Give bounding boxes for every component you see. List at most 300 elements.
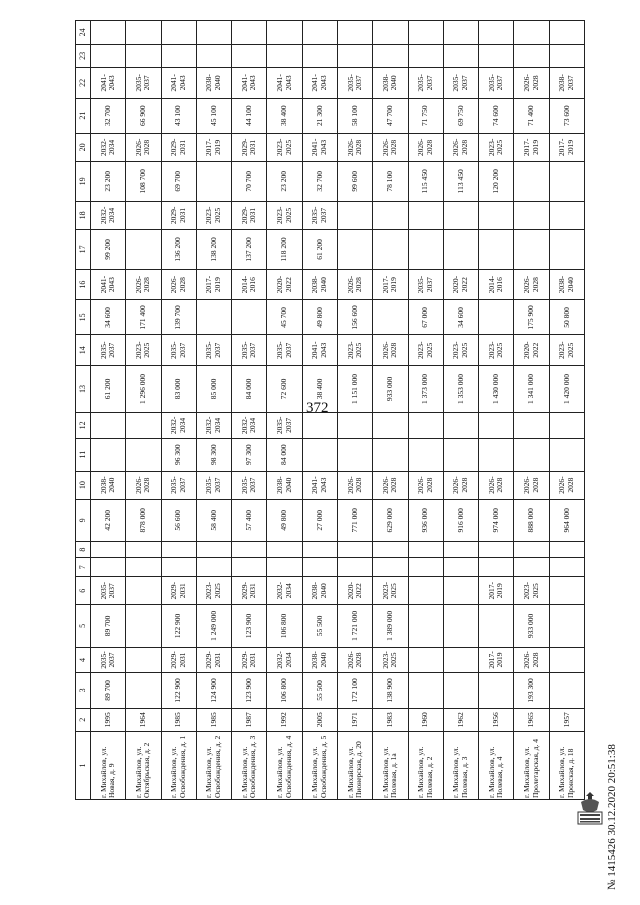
table-cell: 2035-2037 bbox=[196, 335, 231, 366]
table-cell: 55 500 bbox=[302, 605, 337, 647]
table-cell: 71 400 bbox=[514, 98, 549, 133]
table-cell: 1985 bbox=[196, 708, 231, 731]
table-cell bbox=[161, 21, 196, 45]
table-cell: 2038-2040 bbox=[373, 68, 408, 99]
table-cell: 916 000 bbox=[443, 499, 478, 541]
table-cell: 2017-2019 bbox=[479, 577, 514, 605]
address-cell: г. Михайлов, ул. Пионерская, д. 20 bbox=[337, 731, 372, 799]
table-row bbox=[267, 21, 302, 800]
table-cell: 123 900 bbox=[232, 673, 267, 708]
table-cell: 47 700 bbox=[373, 98, 408, 133]
table-cell: 23 200 bbox=[91, 161, 126, 201]
table-cell bbox=[91, 438, 126, 471]
table-cell: 84 000 bbox=[232, 366, 267, 413]
table-cell bbox=[91, 412, 126, 438]
table-cell: 66 900 bbox=[126, 98, 161, 133]
table-cell: 2023-2025 bbox=[267, 133, 302, 161]
table-row bbox=[196, 21, 231, 800]
table-cell: 139 700 bbox=[161, 300, 196, 335]
table-cell bbox=[408, 438, 443, 471]
table-cell bbox=[91, 44, 126, 67]
table-cell: 27 000 bbox=[302, 499, 337, 541]
table-cell: 2032-2034 bbox=[267, 577, 302, 605]
table-cell: 2035-2037 bbox=[91, 335, 126, 366]
table-cell bbox=[232, 44, 267, 67]
table-cell bbox=[337, 201, 372, 229]
table-cell: 96 300 bbox=[161, 438, 196, 471]
table-cell bbox=[443, 541, 478, 557]
table-cell: 2035-2037 bbox=[91, 647, 126, 673]
table-cell: 98 300 bbox=[196, 438, 231, 471]
table-cell: 1956 bbox=[479, 708, 514, 731]
table-cell: 83 000 bbox=[161, 366, 196, 413]
registration-stamp-text: № 1415426 30.12.2020 20:51:38 bbox=[606, 744, 618, 890]
table-cell bbox=[549, 541, 584, 557]
table-cell bbox=[232, 558, 267, 577]
table-cell: 2026-2028 bbox=[549, 471, 584, 499]
table-cell: 2026-2028 bbox=[337, 471, 372, 499]
table-cell: 2026-2028 bbox=[514, 68, 549, 99]
table-cell: 72 600 bbox=[267, 366, 302, 413]
table-row bbox=[514, 21, 549, 800]
table-cell: 2041-2043 bbox=[91, 68, 126, 99]
table-cell: 2023-2025 bbox=[549, 335, 584, 366]
table-cell bbox=[408, 673, 443, 708]
table-cell bbox=[479, 44, 514, 67]
table-cell: 2023-2025 bbox=[408, 335, 443, 366]
table-cell bbox=[408, 605, 443, 647]
table-cell: 629 000 bbox=[373, 499, 408, 541]
table-cell: 1971 bbox=[337, 708, 372, 731]
table-cell: 118 200 bbox=[267, 229, 302, 269]
table-cell bbox=[514, 541, 549, 557]
table-cell: 936 000 bbox=[408, 499, 443, 541]
column-header: 2 bbox=[76, 708, 91, 731]
table-cell bbox=[549, 577, 584, 605]
table-cell: 42 200 bbox=[91, 499, 126, 541]
table-cell: 1 721 000 bbox=[337, 605, 372, 647]
table-cell: 964 000 bbox=[549, 499, 584, 541]
table-cell bbox=[373, 438, 408, 471]
table-cell: 2035-2037 bbox=[337, 68, 372, 99]
table-cell: 2035-2037 bbox=[196, 471, 231, 499]
column-header: 6 bbox=[76, 577, 91, 605]
table-cell: 106 800 bbox=[267, 605, 302, 647]
table-cell: 2038-2040 bbox=[91, 471, 126, 499]
table-cell: 2035-2037 bbox=[267, 412, 302, 438]
column-header: 21 bbox=[76, 98, 91, 133]
table-cell: 2035-2037 bbox=[91, 577, 126, 605]
table-row bbox=[373, 21, 408, 800]
table-cell bbox=[549, 673, 584, 708]
table-cell bbox=[514, 229, 549, 269]
table-cell bbox=[161, 541, 196, 557]
table-cell: 771 000 bbox=[337, 499, 372, 541]
column-header: 20 bbox=[76, 133, 91, 161]
table-cell bbox=[126, 229, 161, 269]
table-cell: 73 600 bbox=[549, 98, 584, 133]
table-cell bbox=[443, 229, 478, 269]
table-cell bbox=[337, 412, 372, 438]
table-cell bbox=[267, 44, 302, 67]
table-cell bbox=[443, 577, 478, 605]
table-cell: 99 200 bbox=[91, 229, 126, 269]
column-header: 5 bbox=[76, 605, 91, 647]
table-cell: 2017-2019 bbox=[514, 133, 549, 161]
table-cell: 2017-2019 bbox=[373, 269, 408, 300]
table-cell: 2035-2037 bbox=[443, 68, 478, 99]
table-cell: 56 600 bbox=[161, 499, 196, 541]
table-cell bbox=[126, 21, 161, 45]
table-cell: 2041-2043 bbox=[232, 68, 267, 99]
table-cell bbox=[337, 21, 372, 45]
address-cell: г. Михайлов, ул. Освобождения, д. 2 bbox=[196, 731, 231, 799]
table-cell bbox=[337, 44, 372, 67]
table-cell: 2023-2025 bbox=[267, 201, 302, 229]
table-cell: 138 200 bbox=[196, 229, 231, 269]
table-cell bbox=[479, 541, 514, 557]
table-cell: 2035-2037 bbox=[302, 201, 337, 229]
table-cell: 2017-2019 bbox=[196, 269, 231, 300]
table-cell: 172 100 bbox=[337, 673, 372, 708]
column-header: 14 bbox=[76, 335, 91, 366]
table-cell: 2038-2040 bbox=[267, 471, 302, 499]
table-cell bbox=[126, 647, 161, 673]
table-cell: 61 200 bbox=[302, 229, 337, 269]
table-cell bbox=[549, 44, 584, 67]
table-cell: 2038-2040 bbox=[302, 647, 337, 673]
table-cell: 1 353 000 bbox=[443, 366, 478, 413]
table-cell: 2023-2025 bbox=[479, 335, 514, 366]
table-cell: 2023-2025 bbox=[196, 201, 231, 229]
table-cell bbox=[126, 201, 161, 229]
table-cell: 933 000 bbox=[373, 366, 408, 413]
table-cell bbox=[408, 647, 443, 673]
table-cell bbox=[161, 558, 196, 577]
column-header: 12 bbox=[76, 412, 91, 438]
table-cell bbox=[443, 21, 478, 45]
table-cell bbox=[196, 300, 231, 335]
table-cell: 2026-2028 bbox=[443, 133, 478, 161]
table-cell: 49 800 bbox=[267, 499, 302, 541]
table-cell: 78 100 bbox=[373, 161, 408, 201]
table-cell: 2029-2031 bbox=[161, 647, 196, 673]
table-cell: 2041-2043 bbox=[267, 68, 302, 99]
table-cell: 1 249 000 bbox=[196, 605, 231, 647]
table-cell: 2041-2043 bbox=[161, 68, 196, 99]
table-cell: 2026-2028 bbox=[373, 471, 408, 499]
registration-stamp bbox=[606, 590, 624, 890]
table-cell: 2035-2037 bbox=[161, 335, 196, 366]
table-cell: 1 341 000 bbox=[514, 366, 549, 413]
table-cell bbox=[549, 161, 584, 201]
table-cell bbox=[443, 438, 478, 471]
table-cell bbox=[337, 558, 372, 577]
table-cell: 32 700 bbox=[91, 98, 126, 133]
table-row bbox=[479, 21, 514, 800]
table-cell: 2026-2028 bbox=[443, 471, 478, 499]
table-cell bbox=[373, 558, 408, 577]
address-cell: г. Михайлов, ул. Пронская, д. 18 bbox=[549, 731, 584, 799]
table-cell: 70 700 bbox=[232, 161, 267, 201]
table-cell bbox=[408, 577, 443, 605]
table-cell: 2026-2028 bbox=[126, 133, 161, 161]
table-cell bbox=[479, 300, 514, 335]
table-cell: 1 420 000 bbox=[549, 366, 584, 413]
table-cell: 2041-2043 bbox=[302, 471, 337, 499]
table-cell bbox=[373, 21, 408, 45]
table-cell: 2032-2034 bbox=[232, 412, 267, 438]
table-cell: 2017-2019 bbox=[549, 133, 584, 161]
table-cell bbox=[373, 412, 408, 438]
table-cell bbox=[126, 44, 161, 67]
table-cell: 99 600 bbox=[337, 161, 372, 201]
table-cell: 2029-2031 bbox=[232, 647, 267, 673]
table-cell: 50 800 bbox=[549, 300, 584, 335]
table-cell: 124 900 bbox=[196, 673, 231, 708]
table-cell: 122 900 bbox=[161, 605, 196, 647]
table-cell: 2017-2019 bbox=[196, 133, 231, 161]
table-cell bbox=[373, 229, 408, 269]
table-cell: 2026-2028 bbox=[126, 471, 161, 499]
table-cell: 2035-2037 bbox=[161, 471, 196, 499]
table-cell bbox=[514, 438, 549, 471]
address-cell: г. Михайлов, ул. Полевая, д. 2 bbox=[408, 731, 443, 799]
column-header: 4 bbox=[76, 647, 91, 673]
table-row bbox=[161, 21, 196, 800]
table-cell bbox=[443, 605, 478, 647]
table-cell bbox=[408, 558, 443, 577]
address-cell: г. Михайлов, ул. Полевая, д. 3 bbox=[443, 731, 478, 799]
table-cell bbox=[408, 412, 443, 438]
column-header: 24 bbox=[76, 21, 91, 45]
table-cell: 32 700 bbox=[302, 161, 337, 201]
table-cell: 49 800 bbox=[302, 300, 337, 335]
table-cell: 933 000 bbox=[514, 605, 549, 647]
address-cell: г. Михайлов, ул. Освобождения, д. 1 bbox=[161, 731, 196, 799]
register-table bbox=[75, 20, 585, 800]
column-header: 3 bbox=[76, 673, 91, 708]
table-cell: 2026-2028 bbox=[408, 471, 443, 499]
address-cell: г. Михайлов, ул. Освобождения, д. 4 bbox=[267, 731, 302, 799]
table-cell: 2020-2022 bbox=[443, 269, 478, 300]
address-cell: г. Михайлов, ул. Октябрьская, д. 2 bbox=[126, 731, 161, 799]
table-cell: 136 200 bbox=[161, 229, 196, 269]
table-cell: 888 000 bbox=[514, 499, 549, 541]
table-cell bbox=[232, 21, 267, 45]
table-cell bbox=[479, 438, 514, 471]
table-cell: 2035-2037 bbox=[479, 68, 514, 99]
table-cell: 2026-2028 bbox=[126, 269, 161, 300]
table-cell bbox=[126, 412, 161, 438]
table-cell: 44 100 bbox=[232, 98, 267, 133]
table-cell bbox=[126, 605, 161, 647]
table-cell bbox=[267, 541, 302, 557]
table-cell: 97 300 bbox=[232, 438, 267, 471]
table-cell: 2023-2025 bbox=[337, 335, 372, 366]
address-cell: г. Михайлов, ул. Освобождения, д. 3 bbox=[232, 731, 267, 799]
table-cell: 106 800 bbox=[267, 673, 302, 708]
table-cell: 974 000 bbox=[479, 499, 514, 541]
table-cell: 2029-2031 bbox=[161, 577, 196, 605]
table-cell bbox=[514, 44, 549, 67]
table-cell: 2029-2031 bbox=[196, 647, 231, 673]
column-header: 18 bbox=[76, 201, 91, 229]
table-cell bbox=[126, 438, 161, 471]
table-cell bbox=[479, 21, 514, 45]
table-cell: 2035-2037 bbox=[267, 335, 302, 366]
table-cell: 1987 bbox=[232, 708, 267, 731]
address-cell: г. Михайлов, ул. Освобождения, д. 5 bbox=[302, 731, 337, 799]
table-cell bbox=[479, 229, 514, 269]
table-cell bbox=[302, 44, 337, 67]
column-header: 22 bbox=[76, 68, 91, 99]
address-cell: г. Михайлов, ул. Новая, д. 9 bbox=[91, 731, 126, 799]
table-cell: 1960 bbox=[408, 708, 443, 731]
table-row bbox=[232, 21, 267, 800]
table-cell bbox=[479, 605, 514, 647]
table-cell bbox=[479, 201, 514, 229]
table-cell: 1964 bbox=[126, 708, 161, 731]
table-cell bbox=[337, 229, 372, 269]
table-cell bbox=[126, 577, 161, 605]
table-row bbox=[337, 21, 372, 800]
table-cell: 115 450 bbox=[408, 161, 443, 201]
table-cell: 1995 bbox=[91, 708, 126, 731]
table-cell bbox=[373, 300, 408, 335]
table-cell: 2026-2028 bbox=[337, 133, 372, 161]
table-cell bbox=[408, 229, 443, 269]
table-cell: 1965 bbox=[514, 708, 549, 731]
table-cell: 123 900 bbox=[232, 605, 267, 647]
header-row bbox=[76, 21, 91, 800]
table-cell: 2023-2025 bbox=[514, 577, 549, 605]
table-cell bbox=[549, 229, 584, 269]
table-cell bbox=[549, 605, 584, 647]
table-cell: 2029-2031 bbox=[232, 133, 267, 161]
table-cell bbox=[549, 201, 584, 229]
table-cell bbox=[408, 201, 443, 229]
table-cell: 74 600 bbox=[479, 98, 514, 133]
table-cell: 1 430 000 bbox=[479, 366, 514, 413]
table-cell: 2026-2028 bbox=[514, 269, 549, 300]
table-cell: 122 900 bbox=[161, 673, 196, 708]
table-cell: 85 000 bbox=[196, 366, 231, 413]
table-cell: 113 450 bbox=[443, 161, 478, 201]
table-cell bbox=[373, 541, 408, 557]
table-cell: 2041-2043 bbox=[302, 133, 337, 161]
table-cell bbox=[337, 541, 372, 557]
table-cell: 2038-2040 bbox=[302, 269, 337, 300]
table-cell: 878 000 bbox=[126, 499, 161, 541]
table-cell: 58 100 bbox=[337, 98, 372, 133]
table-cell: 38 400 bbox=[302, 366, 337, 413]
table-cell: 34 600 bbox=[443, 300, 478, 335]
table-cell: 175 900 bbox=[514, 300, 549, 335]
table-cell: 2020-2022 bbox=[514, 335, 549, 366]
table-cell: 2026-2028 bbox=[373, 335, 408, 366]
table-row bbox=[302, 21, 337, 800]
table-cell bbox=[443, 558, 478, 577]
table-cell bbox=[549, 647, 584, 673]
table-cell: 21 300 bbox=[302, 98, 337, 133]
table-cell: 2026-2028 bbox=[337, 269, 372, 300]
table-cell bbox=[232, 300, 267, 335]
table-cell: 2023-2025 bbox=[373, 647, 408, 673]
table-cell: 2032-2034 bbox=[196, 412, 231, 438]
table-cell bbox=[267, 558, 302, 577]
table-cell bbox=[373, 201, 408, 229]
table-cell: 1985 bbox=[161, 708, 196, 731]
table-cell: 2017-2019 bbox=[479, 647, 514, 673]
table-cell bbox=[126, 673, 161, 708]
table-cell: 2035-2037 bbox=[232, 471, 267, 499]
table-cell bbox=[91, 21, 126, 45]
table-cell bbox=[196, 21, 231, 45]
table-cell: 1962 bbox=[443, 708, 478, 731]
table-cell: 2023-2025 bbox=[196, 577, 231, 605]
table-cell: 1 373 000 bbox=[408, 366, 443, 413]
table-cell bbox=[302, 438, 337, 471]
table-cell bbox=[443, 647, 478, 673]
table-cell: 1 389 000 bbox=[373, 605, 408, 647]
table-cell: 1 151 000 bbox=[337, 366, 372, 413]
table-cell: 89 700 bbox=[91, 673, 126, 708]
table-cell bbox=[196, 161, 231, 201]
table-cell: 2029-2031 bbox=[232, 577, 267, 605]
table-cell bbox=[408, 21, 443, 45]
table-cell: 120 200 bbox=[479, 161, 514, 201]
table-cell bbox=[126, 558, 161, 577]
table-cell bbox=[514, 161, 549, 201]
table-cell: 55 500 bbox=[302, 673, 337, 708]
table-cell bbox=[196, 558, 231, 577]
table-cell: 2020-2022 bbox=[267, 269, 302, 300]
table-cell bbox=[549, 21, 584, 45]
table-cell bbox=[514, 21, 549, 45]
table-cell bbox=[408, 541, 443, 557]
table-cell: 137 200 bbox=[232, 229, 267, 269]
column-header: 23 bbox=[76, 44, 91, 67]
table-cell: 2032-2034 bbox=[267, 647, 302, 673]
address-cell: г. Михайлов, ул. Полевая, д. 1а bbox=[373, 731, 408, 799]
table-cell: 2026-2028 bbox=[514, 471, 549, 499]
table-cell: 2041-2043 bbox=[302, 335, 337, 366]
table-row bbox=[126, 21, 161, 800]
table-cell: 2014-2016 bbox=[232, 269, 267, 300]
table-cell: 71 750 bbox=[408, 98, 443, 133]
table-cell bbox=[443, 44, 478, 67]
table-cell bbox=[514, 558, 549, 577]
table-row bbox=[549, 21, 584, 800]
table-cell bbox=[479, 412, 514, 438]
table-cell: 2020-2022 bbox=[337, 577, 372, 605]
table-cell: 2035-2037 bbox=[232, 335, 267, 366]
table-cell: 2026-2028 bbox=[161, 269, 196, 300]
table-cell bbox=[91, 558, 126, 577]
table-cell bbox=[267, 21, 302, 45]
emblem-icon bbox=[575, 790, 605, 826]
table-cell: 2038-2037 bbox=[549, 68, 584, 99]
page-number: 372 bbox=[306, 400, 329, 416]
table-cell: 2023-2025 bbox=[126, 335, 161, 366]
table-cell: 2014-2016 bbox=[479, 269, 514, 300]
table-cell: 2026-2028 bbox=[514, 647, 549, 673]
table-cell: 43 100 bbox=[161, 98, 196, 133]
table-cell: 2032-2034 bbox=[91, 201, 126, 229]
table-cell: 2032-2034 bbox=[91, 133, 126, 161]
table-cell bbox=[479, 558, 514, 577]
